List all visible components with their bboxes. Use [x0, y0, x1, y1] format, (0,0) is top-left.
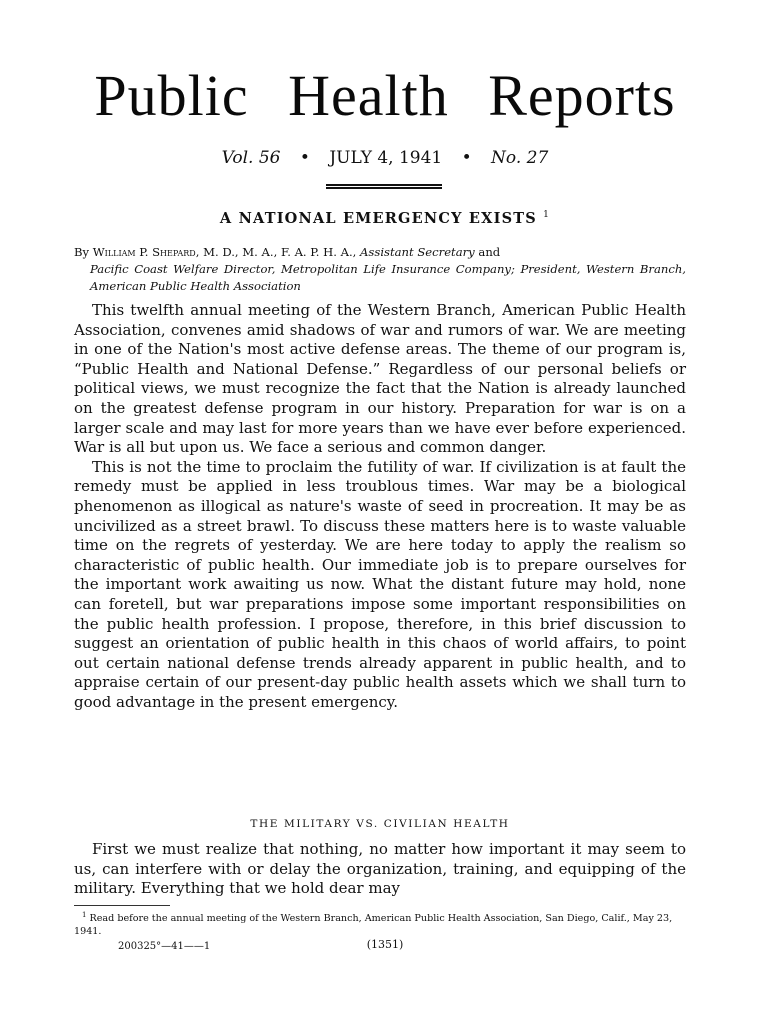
body-paragraph-2: This is not the time to proclaim the futility of war. If civilization is at fault the remedy must be applied in less troublous times. War may be a biological phenomenon as illogical as nature's waste of seed in procreation. It may be as uncivilized as a street brawl. To discuss these matters here is to waste valuable time on the regrets of yesterday. We are here today to apply the realism so characteristic of public health. Our immediate job is to prepare ourselves for the important work awaiting us now. What the distant future may hold, none can foretell, but war preparations impose some important responsibilities on the public health profession. I propose, therefore, in this brief discussion to suggest an orientation of public health in this chaos of world affairs, to point out certain national defense trends already apparent in public health, and to appraise certain of our present-day public health assets which we shall turn to good advantage in the present emergency. [74, 457, 686, 711]
author-byline [74, 244, 686, 295]
footnote-rule [74, 905, 170, 906]
page-number: (1351) [366, 938, 404, 951]
author-affiliation: Pacific Coast Welfare Director, Metropolitan Life Insurance Company; President, Western Branch, American Public Health Association [90, 262, 686, 293]
issue-date: JULY 4, 1941 [329, 148, 443, 168]
section-paragraph-1: First we must realize that nothing, no matter how important it may seem to us, can interfere with or delay the organization, training, and equipping of the military. Everything that we hold dear may [74, 840, 686, 898]
section-heading: THE MILITARY VS. CIVILIAN HEALTH [250, 818, 510, 830]
footnote-marker: 1 [82, 911, 87, 919]
volume-number: Vol. 56 [221, 148, 281, 168]
body-paragraph-1: This twelfth annual meeting of the Western Branch, American Public Health Association, convenes amid shadows of war and rumors of war. We are meeting in one of the Nation's most active defense areas. The theme of our program is, “Public Health and National Defense.” Regardless of our personal beliefs or political views, we must recognize the fact that the Nation is already launched on the greatest defense program in our history. Preparation for war is on a larger scale and may last for more years than we have ever before experienced. War is all but upon us. We face a serious and common danger. [74, 301, 686, 457]
article-title [120, 205, 650, 229]
double-rule-divider [326, 184, 442, 189]
separator-bullet-1: • [299, 148, 310, 168]
section-body [74, 840, 686, 899]
author-name: William P. Shepard [92, 245, 196, 259]
separator-bullet-2: • [461, 148, 472, 168]
issue-number: No. 27 [491, 148, 549, 168]
byline-prefix: By [74, 245, 90, 259]
footnote-reference[interactable]: 1 [543, 210, 551, 220]
footnote [74, 909, 686, 938]
issue-line [120, 146, 650, 170]
printing-code: 200325°—41——1 [118, 941, 211, 952]
byline-conjunction: and [474, 245, 501, 259]
article-title-text: A NATIONAL EMERGENCY EXISTS [219, 209, 537, 227]
journal-masthead: Public Health Reports [94, 63, 676, 128]
footnote-text: Read before the annual meeting of the Western Branch, American Public Health Association, San Diego, Calif., May 23, 1941. [74, 913, 673, 938]
article-body [74, 301, 686, 712]
author-credentials: , M. D., M. A., F. A. P. H. A., [195, 245, 361, 259]
author-role: Assistant Secretary [360, 245, 475, 259]
